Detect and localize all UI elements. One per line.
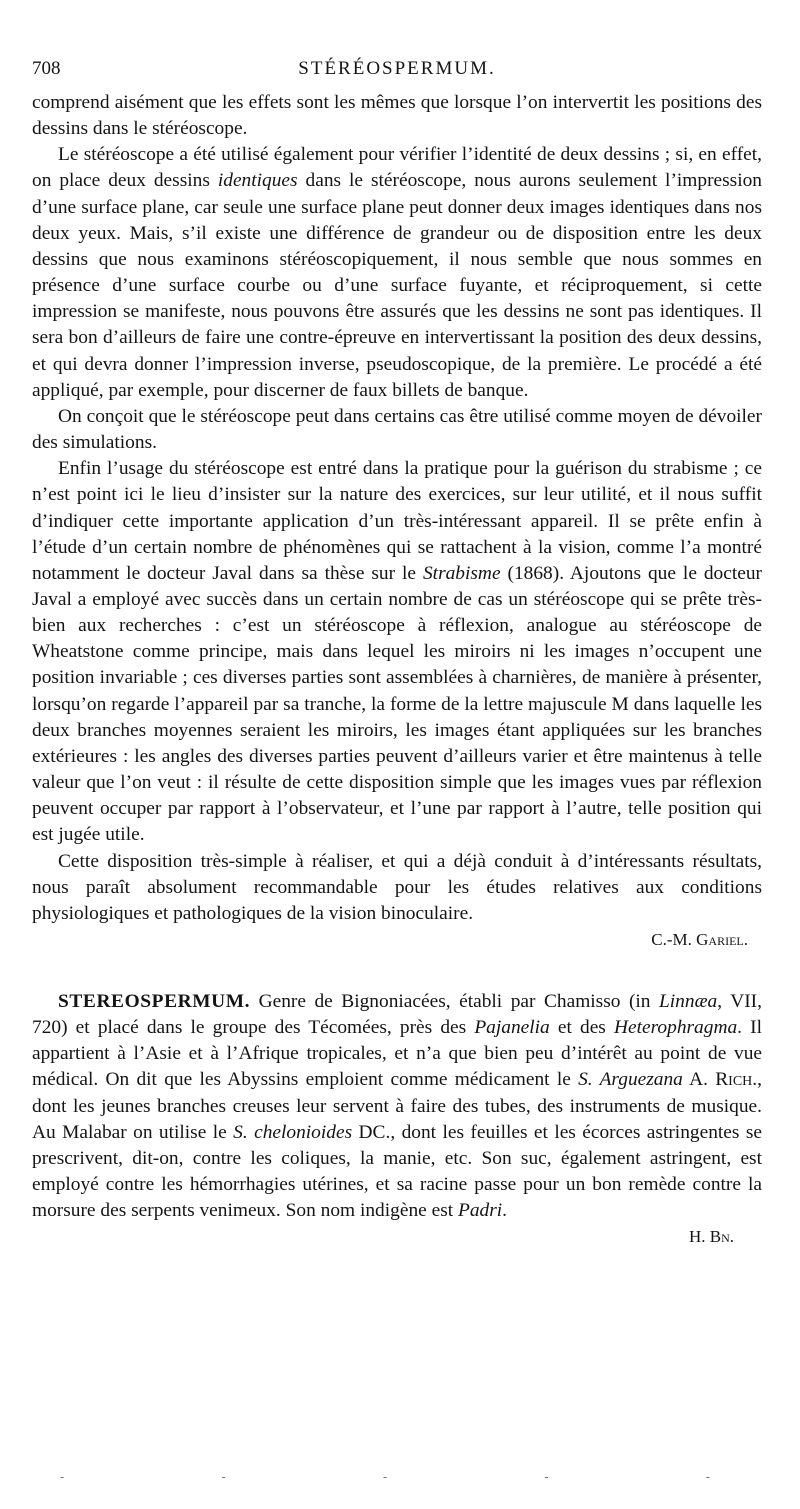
- paragraph-5: Cette disposition très-simple à réaliser, et qui a déjà conduit à d’intéressants résultats, nous paraît absolument recommandable pour les études relatives aux conditions physiologiques et pathologiques de la vision binoculaire.: [32, 850, 762, 924]
- entry-text-6: , dont les jeunes branches creuses leur servent à faire des tubes, des instruments de musique. Au Malabar on utilise le: [32, 1069, 762, 1143]
- paragraph-2-italic: identiques: [217, 170, 298, 192]
- entry-italic-6: Padri: [457, 1200, 503, 1222]
- article-stereospermum: [32, 989, 762, 1250]
- entry-italic-5: S. chelonioides: [233, 1121, 353, 1143]
- entry-text-5: A.: [682, 1069, 716, 1091]
- entry-text-3: et des: [549, 1017, 614, 1039]
- entry-italic-2: Pajanelia: [474, 1017, 550, 1039]
- entry-headword: STEREOSPERMUM.: [58, 991, 251, 1012]
- paragraph-1: comprend aisément que les effets sont les mêmes que lorsque l’on intervertit les positions des dessins dans le stéréoscope.: [32, 92, 762, 140]
- entry-italic-1: Linnæa: [659, 991, 718, 1012]
- footer-print-marks: [60, 1470, 710, 1484]
- paragraph-4: [32, 456, 762, 848]
- entry-text-2: , VII, 720) et placé dans le groupe des Técomées, près des: [32, 991, 762, 1039]
- entry-text-7: DC., dont les feuilles et les écorces astringentes se prescrivent, dit-on, contre les coliques, la manie, etc. Son suc, également astringent, est employé contre les hémorrhagies utérines, et sa racine passe pour un bon remède contre la morsure des serpents venimeux. Son nom indigène est: [32, 1121, 762, 1222]
- paragraph-2-text-a: Le stéréoscope a été utilisé également pour vérifier l’identité de deux dessins ; si, en effet, on place deux dessins: [32, 144, 762, 192]
- author-signature-baillon: H. Bn.: [688, 1227, 734, 1247]
- entry-text-8: .: [502, 1200, 508, 1222]
- print-mark: -: [705, 1470, 710, 1484]
- paragraph-4-italic: Strabisme: [422, 562, 501, 584]
- section-gap: [32, 953, 762, 989]
- page: [32, 54, 762, 1250]
- page-number: 708: [32, 58, 61, 79]
- entry-text-1: Genre de Bignoniacées, établi par Chamisso (in: [250, 991, 660, 1012]
- entry-italic-4: S. Arguezana: [578, 1069, 683, 1091]
- entry-smallcaps-1: Rich.: [715, 1069, 758, 1091]
- entry-paragraph: [32, 989, 762, 1224]
- paragraph-2-text-b: dans le stéréoscope, nous aurons seulement l’impression d’une surface plane, car seule une surface plane peut donner deux images identiques dans nos deux yeux. Mais, s’il existe une différence de grandeur ou de disposition entre les deux dessins que nous examinons stéréoscopiquement, il nous semble que nous sommes en présence d’une surface courbe ou d’une surface fuyante, et réciproquement, si cette impression se manifeste, nous pouvons être assurés que les dessins ne sont pas identiques. Il sera bon d’ailleurs de faire une contre-épreuve en intervertissant la position des deux dessins, et qui devra donner l’impression inverse, pseudoscopique, de la première. Le procédé a été appliqué, par exemple, pour discerner de faux billets de banque.: [32, 170, 762, 401]
- paragraph-2: [32, 142, 762, 404]
- print-mark: -: [544, 1470, 549, 1484]
- entry-italic-3: Heterophragma: [614, 1017, 738, 1039]
- running-head: [32, 54, 762, 90]
- article-stereoscope: [32, 90, 762, 953]
- paragraph-4-text-b: (1868). Ajoutons que le docteur Javal a employé avec succès dans un certain nombre de cas un stéréoscope qui se prête très-bien aux recherches : c’est un stéréoscope à réflexion, analogue au stéréoscope de Wheatstone comme principe, mais dans lequel les miroirs ni les images n’occupent une position invariable ; ces diverses parties sont assemblées à charnières, de manière à présenter, lorsqu’on regarde l’appareil par sa tranche, la forme de la lettre majuscule M dans laquelle les deux branches moyennes seraient les miroirs, les images étant appliquées sur les branches extérieures : les angles des diverses parties peuvent d’ailleurs varier et être maintenus à telle valeur que l’on veut : il résulte de cette disposition simple que les images vues par réflexion peuvent occuper par rapport à l’observateur, et l’une par rapport à l’autre, telle position qui est jugée utile.: [32, 562, 763, 846]
- print-mark: -: [60, 1470, 65, 1484]
- print-mark: -: [221, 1470, 226, 1484]
- paragraph-3: On conçoit que le stéréoscope peut dans certains cas être utilisé comme moyen de dévoiler des simulations.: [32, 405, 762, 454]
- print-mark: -: [382, 1470, 388, 1484]
- paragraph-4-text-a: Enfin l’usage du stéréoscope est entré dans la pratique pour la guérison du strabisme ; ce n’est point ici le lieu d’insister sur la nature des exercices, sur leur utilité, et il nous suffit d’indiquer cette importante application d’un très-intéressant appareil. Il se prête enfin à l’étude d’un certain nombre de phénomènes qui se rattachent à la vision, comme l’a montré notamment le docteur Javal dans sa thèse sur le: [32, 458, 762, 584]
- running-title: STÉRÉOSPERMUM.: [298, 58, 496, 79]
- author-signature-gariel: C.-M. Gariel.: [651, 930, 748, 949]
- entry-text-4: . Il appartient à l’Asie et à l’Afrique tropicales, et n’a que bien peu d’intérêt au point de vue médical. On dit que les Abyssins emploient comme médicament le: [32, 1017, 762, 1091]
